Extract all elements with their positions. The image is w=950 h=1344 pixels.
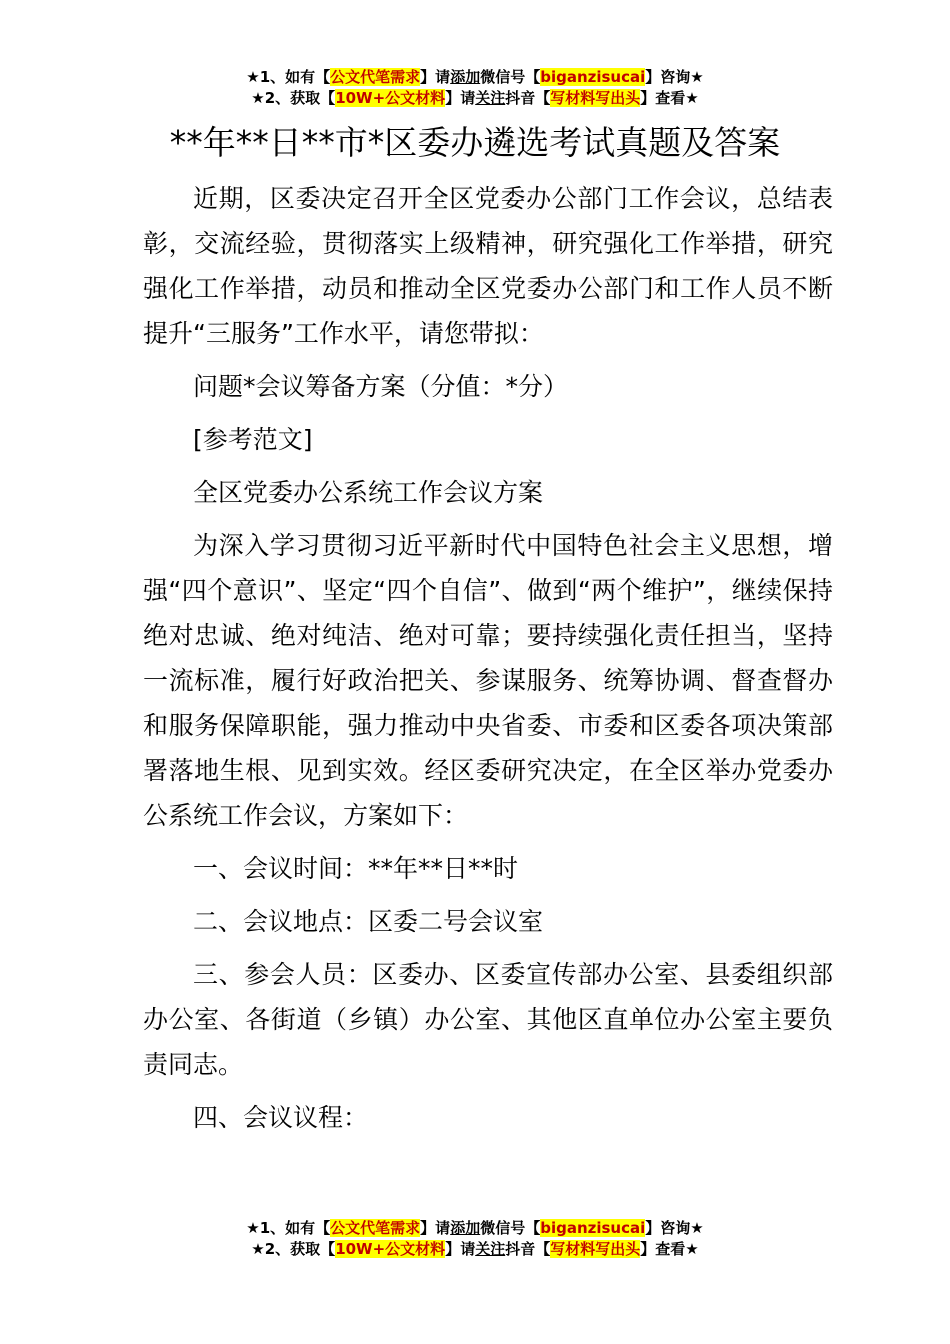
banner-text: 】请 (420, 1219, 451, 1237)
document-title: **年**日**市*区委办遴选考试真题及答案 (169, 123, 781, 162)
highlight-text: 10W+公文材料 (335, 1240, 446, 1258)
paragraph: 问题*会议筹备方案（分值：*分） (193, 372, 569, 401)
banner-text: ★1、如有【 (246, 1219, 331, 1237)
underlined-text: 添加 (450, 1219, 481, 1237)
underlined-text: 关注 (475, 89, 506, 107)
paragraph: 三、参会人员：区委办、区委宣传部办公室、县委组织部办公室、各街道（乡镇）办公室、其他区直单位办公室主要负责同志。 (143, 960, 833, 1079)
banner-text: 抖音【 (505, 1240, 551, 1258)
highlight-text: 10W+公文材料 (335, 89, 446, 107)
banner-text: 】咨询★ (645, 68, 704, 86)
wechat-id: biganzisucai (540, 68, 646, 86)
highlight-text: 公文代笔需求 (330, 68, 421, 86)
banner-text: 】咨询★ (645, 1219, 704, 1237)
banner-line-1 (0, 1218, 950, 1239)
banner-text: ★2、获取【 (251, 1240, 336, 1258)
paragraph: [参考范文] (193, 425, 313, 454)
header-banner (0, 67, 950, 109)
banner-text: 抖音【 (505, 89, 551, 107)
paragraph: 全区党委办公系统工作会议方案 (193, 478, 544, 507)
paragraph: 一、会议时间：**年**日**时 (193, 854, 519, 883)
banner-text: 】查看★ (640, 89, 699, 107)
footer-banner (0, 1218, 950, 1260)
banner-text: ★1、如有【 (246, 68, 331, 86)
banner-line-2 (0, 1239, 950, 1260)
banner-text: ★2、获取【 (251, 89, 336, 107)
banner-text: 微信号【 (480, 1219, 541, 1237)
banner-text: 】请 (445, 89, 476, 107)
paragraph: 二、会议地点：区委二号会议室 (193, 907, 544, 936)
document-body (143, 176, 833, 1148)
highlight-text: 公文代笔需求 (330, 1219, 421, 1237)
banner-line-1 (0, 67, 950, 88)
banner-line-2 (0, 88, 950, 109)
underlined-text: 关注 (475, 1240, 506, 1258)
banner-text: 】请 (445, 1240, 476, 1258)
douyin-id: 写材料写出头 (550, 1240, 641, 1258)
paragraph: 近期，区委决定召开全区党委办公部门工作会议，总结表彰，交流经验，贯彻落实上级精神，研究强化工作举措，研究强化工作举措，动员和推动全区党委办公部门和工作人员不断提升“三服务”工作水平，请您带拟： (143, 184, 833, 348)
underlined-text: 添加 (450, 68, 481, 86)
banner-text: 】请 (420, 68, 451, 86)
paragraph: 为深入学习贯彻习近平新时代中国特色社会主义思想，增强“四个意识”、坚定“四个自信”、做到“两个维护”，继续保持绝对忠诚、绝对纯洁、绝对可靠；要持续强化责任担当，坚持一流标准，履行好政治把关、参谋服务、统筹协调、督查督办和服务保障职能，强力推动中央省委、市委和区委各项决策部署落地生根、见到实效。经区委研究决定，在全区举办党委办公系统工作会议，方案如下： (143, 531, 833, 830)
paragraph: 四、会议议程： (193, 1103, 369, 1132)
banner-text: 微信号【 (480, 68, 541, 86)
banner-text: 】查看★ (640, 1240, 699, 1258)
wechat-id: biganzisucai (540, 1219, 646, 1237)
douyin-id: 写材料写出头 (550, 89, 641, 107)
